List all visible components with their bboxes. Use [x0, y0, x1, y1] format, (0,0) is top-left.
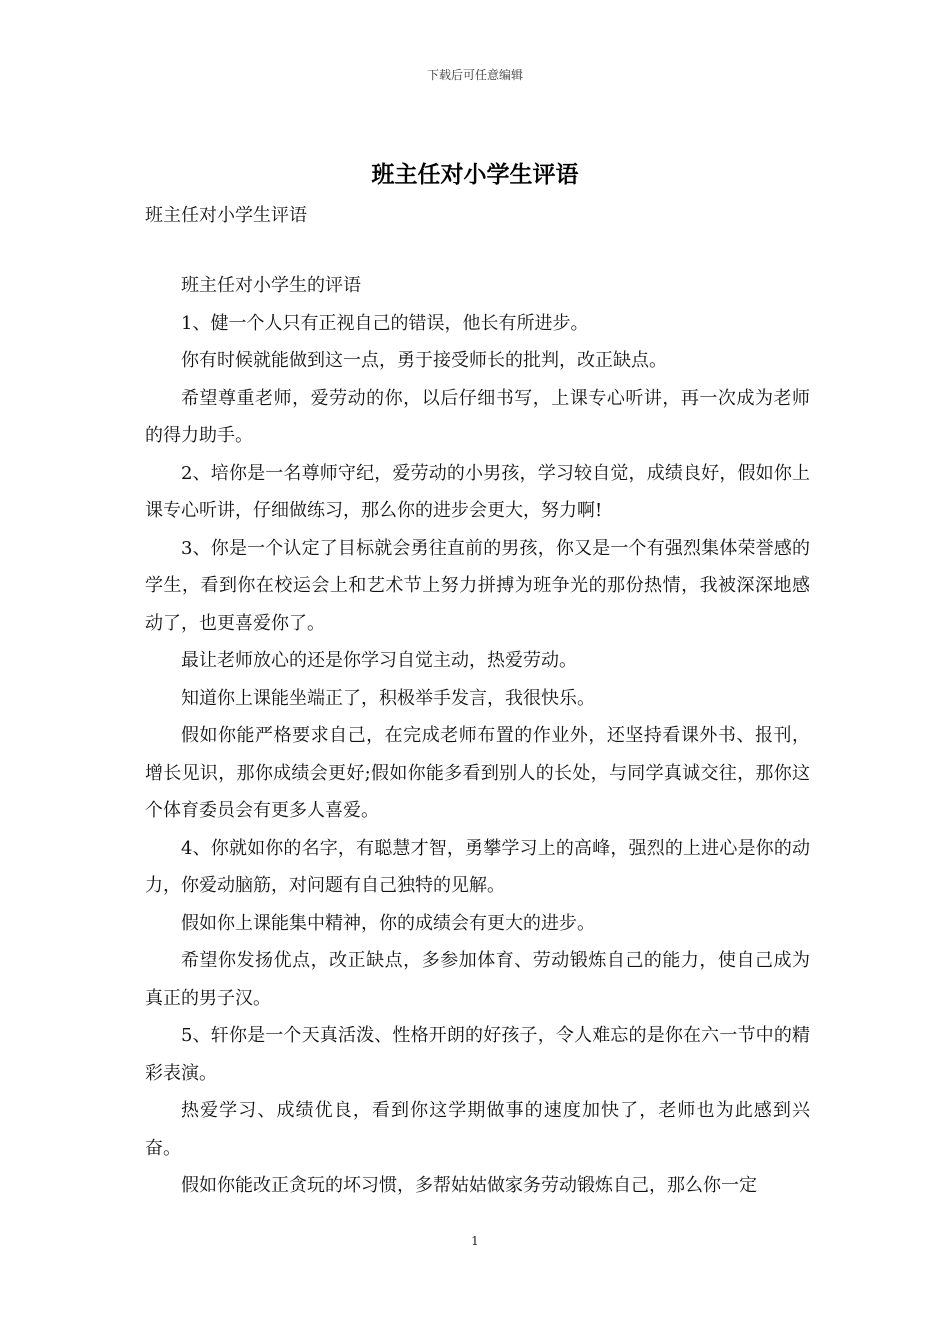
- paragraph: 最让老师放心的还是你学习自觉主动，热爱劳动。: [181, 650, 577, 671]
- paragraph: 热爱学习、成绩优良，看到你这学期做事的速度加快了，老师也为此感到兴奋。: [145, 1100, 810, 1159]
- document-title: 班主任对小学生评语: [371, 161, 579, 188]
- paragraph: 1、健一个人只有正视自己的错误，他长有所进步。: [181, 312, 589, 334]
- paragraph: 假如你上课能集中精神，你的成绩会有更大的进步。: [181, 912, 595, 934]
- paragraph: 2、培你是一名尊师守纪，爱劳动的小男孩，学习较自觉，成绩良好，假如你上课专心听讲，仔细做练习，那么你的进步会更大，努力啊!: [145, 462, 810, 521]
- paragraph: 假如你能严格要求自己，在完成老师布置的作业外，还坚持看课外书、报刊，增长见识，那你成绩会更好;假如你能多看到别人的长处，与同学真诚交往，那你这个体育委员会有更多人喜爱。: [145, 725, 810, 821]
- header-note: 下载后可任意编辑: [426, 68, 523, 82]
- document-body: [145, 267, 810, 1205]
- paragraph: 5、轩你是一个天真活泼、性格开朗的好孩子，令人难忘的是你在六一节中的精彩表演。: [145, 1025, 810, 1084]
- paragraph: 希望尊重老师，爱劳动的你，以后仔细书写，上课专心听讲，再一次成为老师的得力助手。: [145, 387, 810, 446]
- paragraph: 4、你就如你的名字，有聪慧才智，勇攀学习上的高峰，强烈的上进心是你的动力，你爱动脑筋，对问题有自己独特的见解。: [145, 837, 810, 896]
- document-subtitle: 班主任对小学生评语: [145, 205, 307, 226]
- paragraph: 班主任对小学生的评语: [181, 275, 361, 296]
- paragraph: 你有时候就能做到这一点，勇于接受师长的批判，改正缺点。: [181, 350, 667, 371]
- page-number: 1: [471, 1234, 479, 1248]
- paragraph: 3、你是一个认定了目标就会勇往直前的男孩，你又是一个有强烈集体荣誉感的学生，看到你在校运会上和艺术节上努力拼搏为班争光的那份热情，我被深深地感动了，也更喜爱你了。: [145, 537, 810, 634]
- paragraph: 假如你能改正贪玩的坏习惯，多帮姑姑做家务劳动锻炼自己，那么你一定: [181, 1175, 757, 1196]
- paragraph: 希望你发扬优点，改正缺点，多参加体育、劳动锻炼自己的能力，使自己成为真正的男子汉。: [145, 950, 810, 1009]
- paragraph: 知道你上课能坐端正了，积极举手发言，我很快乐。: [181, 687, 595, 709]
